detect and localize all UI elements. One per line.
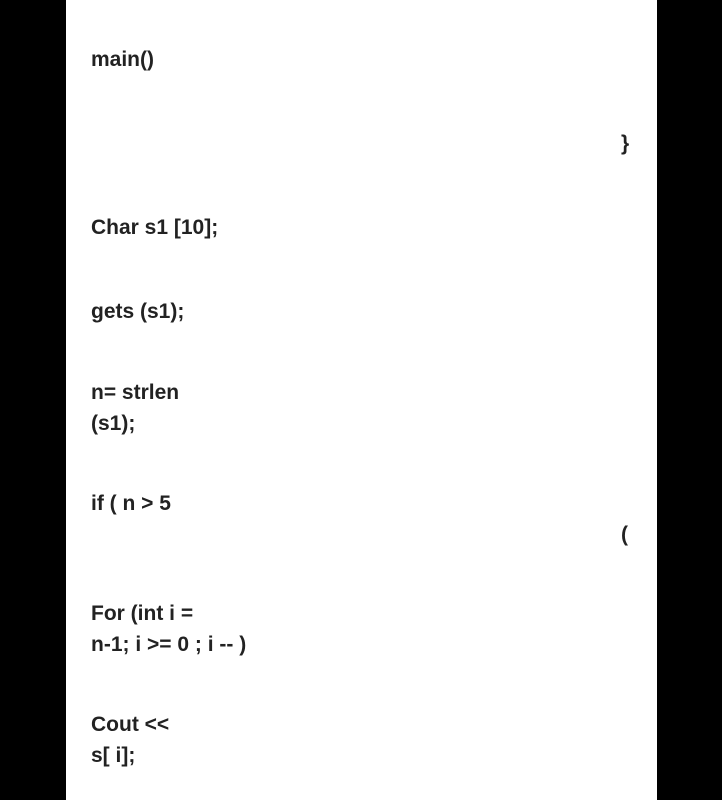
strlen-text-2: (s1); bbox=[91, 412, 136, 435]
char-decl-text: Char s1 [10]; bbox=[91, 216, 219, 239]
code-line-gets bbox=[91, 296, 184, 327]
for-text-1: For (int i = bbox=[91, 602, 194, 625]
closing-brace: } bbox=[621, 132, 630, 155]
code-line-if bbox=[91, 488, 171, 519]
if-text: if ( n > 5 bbox=[91, 492, 171, 515]
cout-text-2: s[ i]; bbox=[91, 744, 136, 767]
gets-text: gets (s1); bbox=[91, 300, 185, 323]
cout-text-1: Cout << bbox=[91, 713, 170, 736]
open-paren: ( bbox=[621, 523, 628, 546]
main-text: main() bbox=[91, 48, 154, 71]
code-line-char-decl bbox=[91, 212, 218, 243]
code-line-for bbox=[91, 598, 246, 660]
strlen-text-1: n= strlen bbox=[91, 381, 180, 404]
code-line-strlen bbox=[91, 377, 179, 439]
code-line-cout bbox=[91, 709, 169, 771]
code-line-main bbox=[91, 44, 154, 75]
for-text-2: n-1; i >= 0 ; i -- ) bbox=[91, 633, 247, 656]
document-page bbox=[66, 0, 657, 800]
